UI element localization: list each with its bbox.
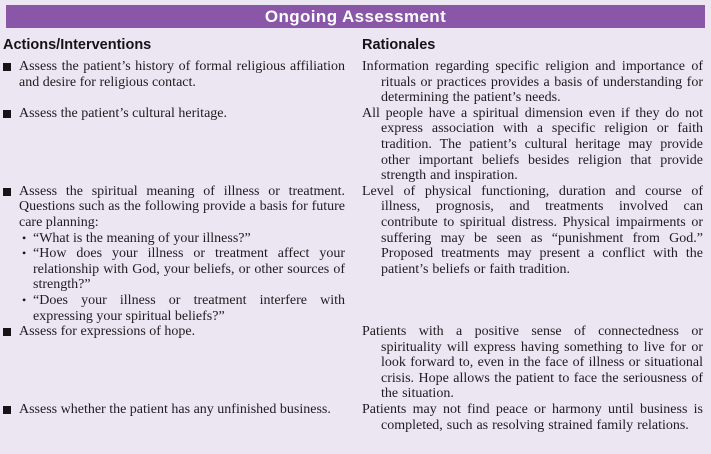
action-text: Assess the patient’s history of formal religious affiliation and desire for religious contact. — [19, 59, 345, 90]
action-cell — [3, 106, 345, 184]
action-text: Assess for expressions of hope. — [19, 324, 196, 340]
action-cell — [3, 402, 345, 433]
square-bullet-icon — [3, 328, 11, 336]
rationale-text: Information regarding specific religion and importance of rituals or practices provides a basis of understanding for determining the patient’s needs. — [362, 59, 703, 106]
action-item — [3, 106, 345, 122]
sub-question — [22, 231, 345, 247]
dot-bullet-icon: • — [22, 230, 27, 245]
sub-question-text: “How does your illness or treatment affect your relationship with God, your beliefs, or other sources of strength?” — [33, 246, 345, 293]
dot-bullet-icon: • — [22, 292, 27, 307]
rationale-text: Patients may not find peace or harmony until business is completed, such as resolving strained family relations. — [362, 402, 703, 433]
rationale-text: Patients with a positive sense of connectedness or spirituality will express having something to live for or look forward to, even in the face of illness or situational crisis. Hope allows the patient to face the seriousness of the situation. — [362, 324, 703, 402]
rationale-cell — [362, 59, 703, 106]
rationale-cell — [362, 324, 703, 402]
rationale-text: All people have a spiritual dimension even if they do not express association with a specific religion or faith tradition. The patient’s cultural heritage may provide other important beliefs besides religion that provide strength and inspiration. — [362, 105, 703, 184]
square-bullet-icon — [3, 110, 11, 118]
assessment-table — [0, 28, 711, 433]
column-header-actions: Actions/Interventions — [3, 37, 152, 53]
dot-bullet-icon: • — [22, 246, 27, 261]
action-item — [3, 324, 345, 340]
section-title-bar — [6, 5, 705, 28]
action-cell — [3, 324, 345, 402]
column-header-rationales: Rationales — [362, 37, 436, 53]
action-text: Assess the patient’s cultural heritage. — [19, 105, 227, 121]
rationale-cell — [362, 402, 703, 433]
action-text: Assess the spiritual meaning of illness or treatment. Questions such as the following provide a basis for future care planning: — [19, 183, 345, 230]
square-bullet-icon — [3, 188, 11, 196]
action-item — [3, 59, 345, 90]
action-item — [3, 184, 345, 231]
square-bullet-icon — [3, 63, 11, 71]
sub-question — [22, 246, 345, 293]
sub-question-text: “Does your illness or treatment interfere with expressing your spiritual beliefs?” — [33, 292, 345, 324]
sub-question — [22, 293, 345, 324]
square-bullet-icon — [3, 406, 11, 414]
section-title: Ongoing Assessment — [264, 6, 447, 26]
action-text: Assess whether the patient has any unfinished business. — [19, 402, 331, 418]
action-cell — [3, 184, 345, 324]
rationale-text: Level of physical functioning, duration and course of illness, prognosis, and treatments involved can contribute to spiritual distress. Physical impairments or suffering may be seen as “punishment from God.” Proposed treatments may present a conflict with the patient’s beliefs or faith tradition. — [362, 183, 703, 277]
rationale-cell — [362, 184, 703, 324]
action-cell — [3, 59, 345, 106]
action-item — [3, 402, 345, 418]
sub-question-list — [22, 231, 345, 325]
sub-question-text: “What is the meaning of your illness?” — [33, 230, 251, 246]
rationale-cell — [362, 106, 703, 184]
